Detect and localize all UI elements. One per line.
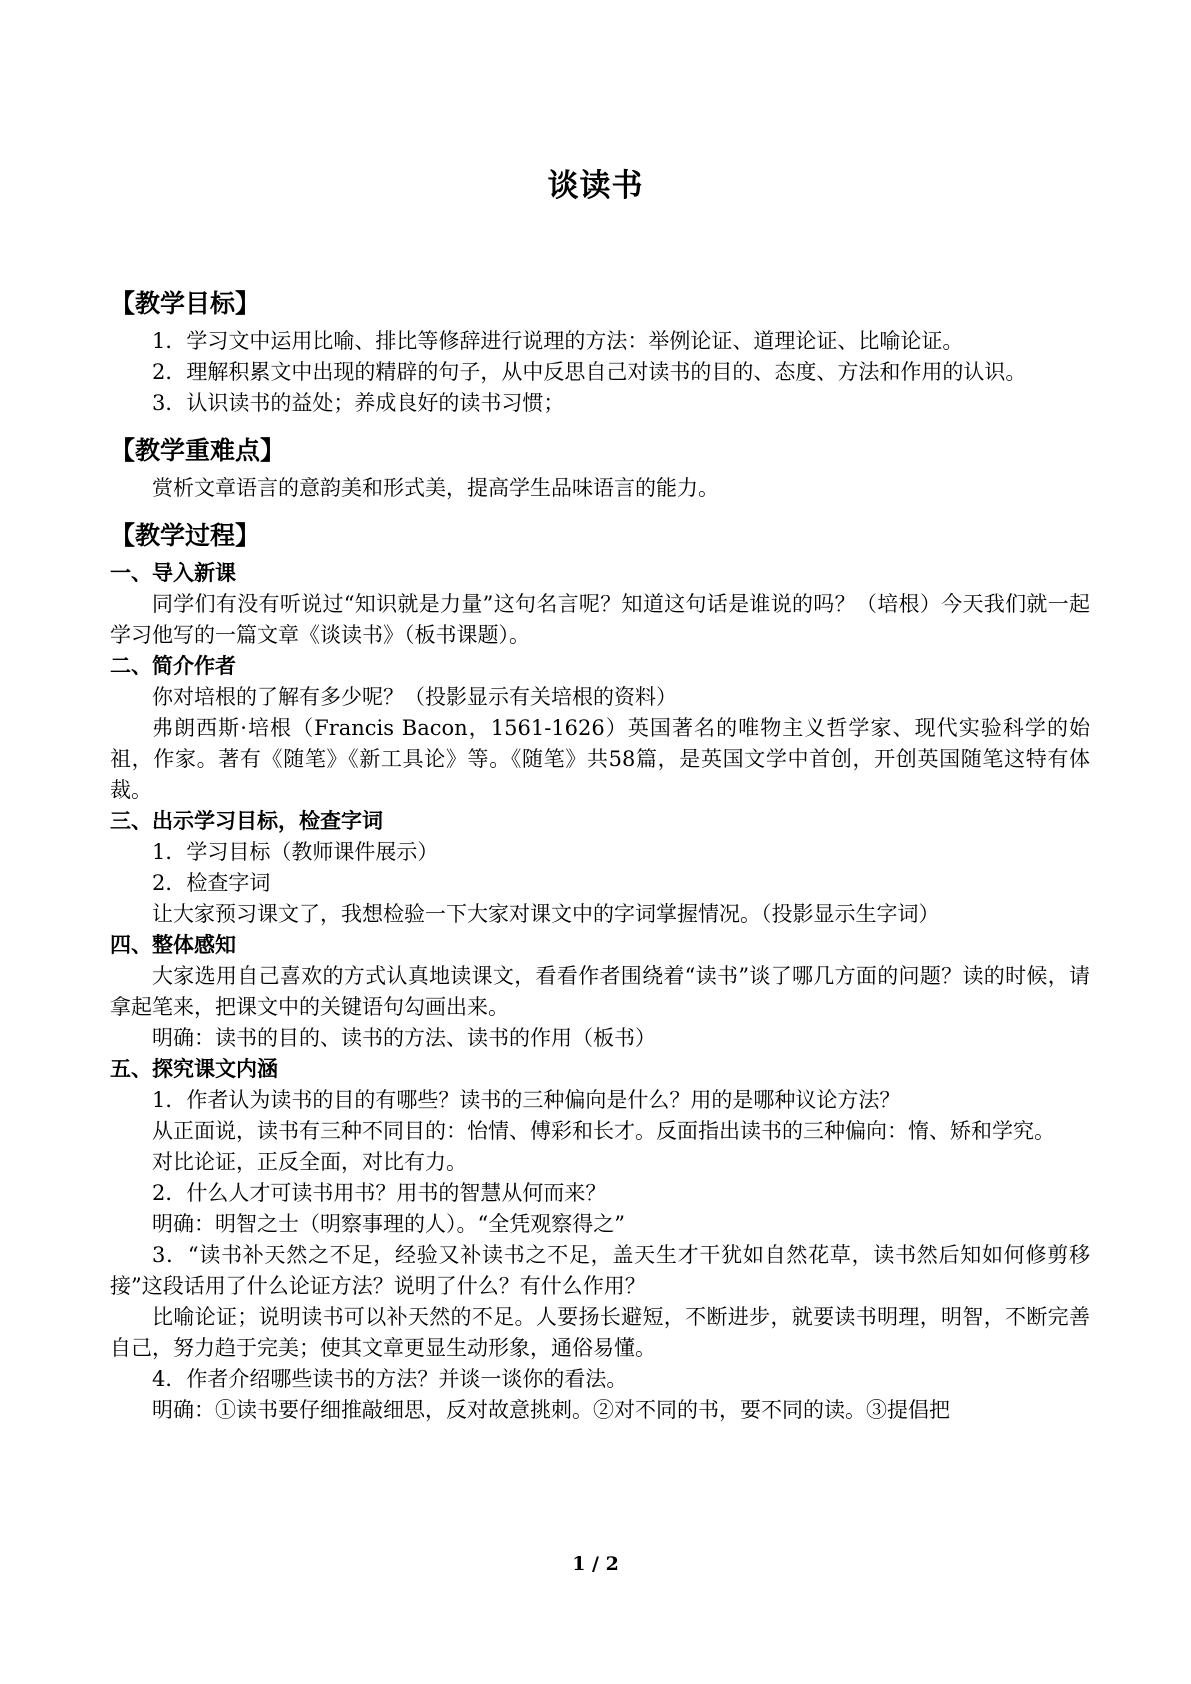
section-heading-process: 【教学过程】	[110, 521, 261, 550]
part-heading: 一、导入新课	[110, 561, 236, 585]
paragraph: 比喻论证；说明读书可以补天然的不足。人要扬长避短，不断进步，就要读书明理，明智，不断完善自己，努力趋于完美；使其文章更显生动形象，通俗易懂。	[110, 1305, 1090, 1360]
paragraph: 4．作者介绍哪些读书的方法？并谈一谈你的看法。	[152, 1367, 628, 1391]
section-heading-key-points: 【教学重难点】	[110, 436, 286, 465]
paragraph: 3．“读书补天然之不足，经验又补读书之不足，盖天生才干犹如自然花草，读书然后知如何修剪移接”这段话用了什么论证方法？说明了什么？有什么作用？	[110, 1243, 1090, 1298]
paragraph: 同学们有没有听说过“知识就是力量”这句名言呢？知道这句话是谁说的吗？（培根）今天我们就一起学习他写的一篇文章《谈读书》（板书课题）。	[110, 592, 1090, 647]
document-body	[110, 286, 1090, 1426]
part-heading: 三、出示学习目标，检查字词	[110, 809, 383, 833]
paragraph: 2．什么人才可读书用书？用书的智慧从何而来？	[152, 1181, 607, 1205]
part-heading: 五、探究课文内涵	[110, 1057, 278, 1081]
paragraph: 明确：明智之士（明察事理的人）。“全凭观察得之”	[152, 1212, 625, 1236]
paragraph: 1．学习目标（教师课件展示）	[152, 840, 439, 864]
section-heading-goals: 【教学目标】	[110, 289, 261, 318]
goal-item: 1．学习文中运用比喻、排比等修辞进行说理的方法：举例论证、道理论证、比喻论证。	[152, 329, 964, 353]
paragraph: 大家选用自己喜欢的方式认真地读课文，看看作者围绕着“读书”谈了哪几方面的问题？读的时候，请拿起笔来，把课文中的关键语句勾画出来。	[110, 964, 1090, 1019]
paragraph: 弗朗西斯·培根（Francis Bacon，1561-1626）英国著名的唯物主义哲学家、现代实验科学的始祖，作家。著有《随笔》《新工具论》等。《随笔》共58篇，是英国文学中首创，开创英国随笔这特有体裁。	[110, 716, 1090, 802]
page-title: 谈读书	[547, 168, 644, 204]
key-points-text: 赏析文章语言的意韵美和形式美，提高学生品味语言的能力。	[152, 476, 719, 500]
paragraph: 对比论证，正反全面，对比有力。	[152, 1150, 467, 1174]
part-heading: 四、整体感知	[110, 933, 236, 957]
paragraph: 明确：①读书要仔细推敲细思，反对故意挑刺。②对不同的书，要不同的读。③提倡把	[152, 1398, 950, 1422]
part-heading: 二、简介作者	[110, 654, 236, 678]
goal-item: 3．认识读书的益处；养成良好的读书习惯；	[152, 391, 565, 415]
paragraph: 2．检查字词	[152, 871, 271, 895]
paragraph: 1．作者认为读书的目的有哪些？读书的三种偏向是什么？用的是哪种议论方法？	[152, 1088, 901, 1112]
paragraph: 让大家预习课文了，我想检验一下大家对课文中的字词掌握情况。（投影显示生字词）	[152, 902, 940, 926]
paragraph: 从正面说，读书有三种不同目的：怡情、傅彩和长才。反面指出读书的三种偏向：惰、矫和学究。	[152, 1119, 1055, 1143]
page-number: 1 / 2	[572, 1553, 619, 1575]
paragraph: 明确：读书的目的、读书的方法、读书的作用（板书）	[152, 1026, 656, 1050]
goal-item: 2．理解积累文中出现的精辟的句子，从中反思自己对读书的目的、态度、方法和作用的认识。	[152, 360, 1027, 384]
paragraph: 你对培根的了解有多少呢？（投影显示有关培根的资料）	[152, 685, 677, 709]
